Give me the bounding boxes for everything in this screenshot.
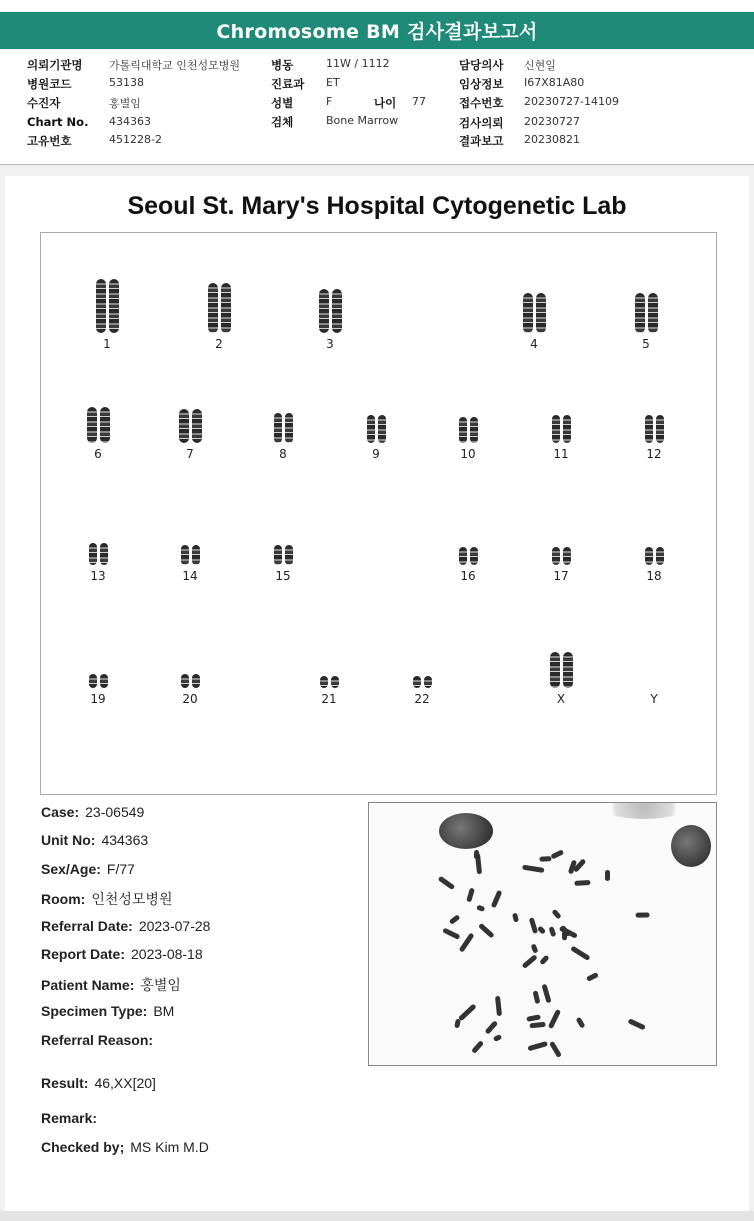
chromosome-image: [531, 393, 591, 443]
metaphase-chromosome: [512, 913, 519, 923]
remark-row: [41, 1110, 103, 1127]
chromosome-pair-9: [346, 393, 406, 461]
chromosome-shape: [192, 674, 200, 688]
metaphase-chromosome: [548, 927, 556, 938]
room-row: [41, 889, 172, 909]
referral-date-row: [41, 918, 210, 935]
header-value: 20230821: [524, 133, 580, 146]
metaphase-chromosome: [529, 918, 538, 934]
unit-row: [41, 832, 148, 849]
header-label: 의뢰기관명: [27, 58, 83, 72]
metaphase-chromosome: [476, 904, 486, 911]
metaphase-chromosome: [575, 880, 591, 886]
header-label: 접수번호: [459, 96, 504, 110]
referral-date-label: Referral Date:: [41, 918, 133, 934]
metaphase-chromosome: [586, 972, 599, 982]
chromosome-shape: [221, 283, 231, 333]
header-label: 병동: [271, 58, 294, 72]
header-label: 검체: [271, 115, 294, 129]
referral-date-value: 2023-07-28: [138, 918, 211, 934]
header-label: 병원코드: [27, 77, 72, 91]
result-value: 46,XX[20]: [94, 1075, 156, 1091]
header-label: 담당의사: [459, 58, 504, 72]
header-label: 나이: [374, 96, 397, 110]
chromosome-pair-1: [77, 283, 137, 351]
room-label: Room:: [41, 891, 86, 907]
chromosome-image: [160, 393, 220, 443]
metaphase-chromosome: [551, 849, 564, 859]
header-value: 451228-2: [109, 133, 162, 146]
chromosome-shape: [285, 413, 293, 443]
chromosome-shape: [552, 547, 560, 565]
header-label: 결과보고: [459, 134, 504, 148]
chromosome-shape: [109, 279, 119, 333]
chromosome-shape: [656, 415, 664, 443]
chromosome-shape: [563, 415, 571, 443]
metaphase-chromosome: [454, 1019, 461, 1029]
chromosome-shape: [181, 674, 189, 688]
chromosome-image: [253, 393, 313, 443]
chromosome-pair-2: [189, 283, 249, 351]
result-label: Result:: [41, 1075, 89, 1091]
chromosome-shape: [274, 413, 282, 443]
chromosome-image: [160, 515, 220, 565]
specimen-row: [41, 1003, 174, 1020]
header-value: 20230727: [524, 115, 580, 128]
chromosome-image: [504, 283, 564, 333]
header-value: 77: [412, 95, 426, 108]
bottom-strip: [0, 1211, 754, 1221]
sexage-value: F/77: [106, 861, 135, 877]
report-date-row: [41, 946, 203, 963]
chromosome-label: 3: [326, 337, 334, 351]
header-value: 신현일: [524, 59, 556, 72]
chromosome-shape: [550, 652, 560, 688]
title-bar: [0, 0, 754, 49]
header-value: 53138: [109, 76, 144, 89]
header-value: ET: [326, 76, 340, 89]
checked-value: MS Kim M.D: [130, 1139, 209, 1155]
header-value: F: [326, 95, 333, 108]
patient-row: [41, 975, 181, 995]
nucleus-image: [671, 825, 711, 867]
header-block: [0, 49, 754, 164]
chromosome-image: [346, 393, 406, 443]
sexage-row: [41, 861, 135, 878]
metaphase-chromosome: [548, 1009, 561, 1029]
chromosome-label: 14: [182, 569, 198, 583]
chromosome-shape: [552, 415, 560, 443]
metaphase-chromosome: [491, 890, 503, 909]
metaphase-image: [368, 802, 717, 1066]
chromosome-label: Y: [650, 692, 658, 706]
chromosome-label: 5: [642, 337, 650, 351]
metaphase-chromosome: [527, 1041, 548, 1051]
chromosome-image: [68, 393, 128, 443]
chromosome-shape: [563, 547, 571, 565]
chromosome-label: 12: [646, 447, 662, 461]
cell-shadow: [599, 802, 689, 819]
header-label: 수진자: [27, 96, 61, 110]
chromosome-pair-13: [68, 515, 128, 583]
chromosome-pair-4: [504, 283, 564, 351]
metaphase-chromosome: [605, 870, 610, 880]
chromosome-shape: [320, 676, 328, 688]
chromosome-shape: [192, 409, 202, 443]
header-value: Bone Marrow: [326, 114, 399, 127]
metaphase-chromosome: [537, 925, 546, 934]
metaphase-chromosome: [531, 944, 539, 954]
chromosome-shape: [459, 547, 467, 565]
chromosome-image: [438, 515, 498, 565]
chromosome-shape: [331, 676, 339, 688]
chromosome-shape: [563, 652, 573, 688]
chromosome-image: [531, 638, 591, 688]
chromosome-shape: [523, 293, 533, 333]
patient-value: 홍별임: [140, 977, 181, 993]
chromosome-label: 1: [103, 337, 111, 351]
chromosome-shape: [100, 543, 108, 565]
header-value: 434363: [109, 115, 151, 128]
chromosome-image: [160, 638, 220, 688]
case-value: 23-06549: [85, 804, 145, 820]
metaphase-chromosome: [635, 912, 649, 917]
chromosome-shape: [181, 545, 189, 565]
chromosome-label: 16: [460, 569, 476, 583]
case-label: Case:: [41, 804, 80, 820]
chromosome-image: [77, 283, 137, 333]
chromosome-label: X: [556, 692, 566, 706]
chromosome-shape: [367, 415, 375, 443]
header-label: 성별: [271, 96, 294, 110]
chromosome-shape: [285, 545, 293, 565]
chromosome-image: [68, 515, 128, 565]
specimen-value: BM: [153, 1003, 175, 1019]
header-value: 11W / 1112: [326, 57, 390, 70]
chromosome-pair-20: [160, 638, 220, 706]
chromosome-pair-15: [253, 515, 313, 583]
unit-label: Unit No:: [41, 832, 96, 848]
metaphase-chromosome: [549, 1041, 562, 1058]
metaphase-chromosome: [438, 876, 456, 890]
chromosome-pair-11: [531, 393, 591, 461]
chromosome-pair-7: [160, 393, 220, 461]
chromosome-label: 11: [553, 447, 569, 461]
chromosome-image: [624, 515, 684, 565]
header-label: Chart No.: [27, 115, 89, 129]
chromosome-pair-16: [438, 515, 498, 583]
header-value: 홍별임: [109, 97, 141, 110]
metaphase-chromosome: [459, 932, 475, 953]
chromosome-pair-3: [300, 283, 360, 351]
chromosome-image: [68, 638, 128, 688]
chromosome-label: 4: [530, 337, 538, 351]
divider: [0, 164, 754, 165]
chromosome-label: 18: [646, 569, 662, 583]
chromosome-label: 2: [215, 337, 223, 351]
chromosome-pair-21: [299, 638, 359, 706]
lab-title: Seoul St. Mary's Hospital Cytogenetic Lab: [127, 192, 627, 220]
chromosome-shape: [319, 289, 329, 333]
chromosome-label: 7: [186, 447, 194, 461]
chromosome-pair-Y: [624, 638, 684, 706]
metaphase-chromosome: [521, 954, 538, 969]
chromosome-image: [624, 393, 684, 443]
metaphase-chromosome: [493, 1034, 502, 1042]
metaphase-chromosome: [449, 914, 461, 925]
nucleus-image: [439, 813, 493, 849]
metaphase-chromosome: [575, 1016, 585, 1028]
chromosome-shape: [332, 289, 342, 333]
metaphase-chromosome: [471, 1040, 484, 1054]
chromosome-image: [531, 515, 591, 565]
metaphase-chromosome: [526, 1014, 541, 1022]
header-value: 20230727-14109: [524, 95, 619, 108]
chromosome-label: 10: [460, 447, 476, 461]
reason-row: [41, 1032, 159, 1049]
chromosome-shape: [536, 293, 546, 333]
metaphase-chromosome: [539, 955, 549, 965]
chromosome-label: 19: [90, 692, 106, 706]
metaphase-chromosome: [466, 887, 475, 902]
metaphase-chromosome: [529, 1022, 546, 1029]
report-date-value: 2023-08-18: [131, 946, 203, 962]
karyotype-panel: [40, 232, 717, 795]
metaphase-chromosome: [627, 1018, 646, 1030]
chromosome-shape: [635, 293, 645, 333]
chromosome-shape: [208, 283, 218, 333]
header-value: I67X81A80: [524, 76, 585, 89]
chromosome-label: 9: [372, 447, 380, 461]
chromosome-pair-X: [531, 638, 591, 706]
checked-label: Checked by;: [41, 1139, 125, 1155]
chromosome-image: [253, 515, 313, 565]
chromosome-image: [616, 283, 676, 333]
chromosome-shape: [645, 547, 653, 565]
remark-label: Remark:: [41, 1110, 98, 1126]
chromosome-shape: [413, 676, 421, 688]
chromosome-label: 13: [90, 569, 106, 583]
metaphase-chromosome: [541, 983, 551, 1003]
header-label: 임상정보: [459, 77, 504, 91]
chromosome-label: 21: [321, 692, 337, 706]
metaphase-chromosome: [478, 923, 494, 938]
chromosome-pair-18: [624, 515, 684, 583]
metaphase-chromosome: [523, 865, 545, 873]
chromosome-label: 8: [279, 447, 287, 461]
chromosome-shape: [192, 545, 200, 565]
unit-value: 434363: [101, 832, 149, 848]
chromosome-label: 22: [414, 692, 430, 706]
metaphase-chromosome: [443, 928, 461, 940]
header-label: 진료과: [271, 77, 305, 91]
chromosome-shape: [378, 415, 386, 443]
chromosome-shape: [89, 543, 97, 565]
metaphase-chromosome: [539, 857, 551, 863]
chromosome-image: [392, 638, 452, 688]
chromosome-shape: [89, 674, 97, 688]
chromosome-shape: [648, 293, 658, 333]
chromosome-shape: [87, 407, 97, 443]
report-date-label: Report Date:: [41, 946, 126, 962]
chromosome-image: [189, 283, 249, 333]
chromosome-shape: [645, 415, 653, 443]
chromosome-label: 15: [275, 569, 291, 583]
chromosome-pair-5: [616, 283, 676, 351]
chromosome-pair-17: [531, 515, 591, 583]
chromosome-shape: [100, 674, 108, 688]
report-title: Chromosome BM 검사결과보고서: [0, 12, 754, 52]
result-row: [41, 1075, 156, 1092]
chromosome-shape: [470, 417, 478, 443]
header-label: 검사의뢰: [459, 116, 504, 130]
chromosome-pair-8: [253, 393, 313, 461]
reason-label: Referral Reason:: [41, 1032, 154, 1048]
metaphase-chromosome: [562, 931, 567, 940]
chromosome-shape: [96, 279, 106, 333]
metaphase-chromosome: [570, 946, 590, 961]
chromosome-pair-19: [68, 638, 128, 706]
metaphase-chromosome: [485, 1020, 498, 1034]
chromosome-image: [300, 283, 360, 333]
metaphase-chromosome: [495, 996, 502, 1016]
chromosome-shape: [274, 545, 282, 565]
chromosome-image: [438, 393, 498, 443]
header-value: 가톨릭대학교 인천성모병원: [109, 59, 241, 72]
chromosome-pair-12: [624, 393, 684, 461]
chromosome-shape: [470, 547, 478, 565]
metaphase-chromosome: [551, 909, 561, 920]
patient-label: Patient Name:: [41, 977, 135, 993]
header-label: 고유번호: [27, 134, 72, 148]
case-row: [41, 804, 144, 821]
sexage-label: Sex/Age:: [41, 861, 101, 877]
chromosome-shape: [656, 547, 664, 565]
chromosome-image: [299, 638, 359, 688]
metaphase-chromosome: [532, 990, 540, 1004]
chromosome-image: [624, 638, 684, 688]
specimen-label: Specimen Type:: [41, 1003, 148, 1019]
chromosome-pair-14: [160, 515, 220, 583]
chromosome-label: 17: [553, 569, 569, 583]
chromosome-label: 20: [182, 692, 198, 706]
chromosome-shape: [424, 676, 432, 688]
chromosome-pair-6: [68, 393, 128, 461]
chromosome-shape: [459, 417, 467, 443]
metaphase-chromosome: [459, 1003, 477, 1021]
chromosome-shape: [179, 409, 189, 443]
chromosome-pair-10: [438, 393, 498, 461]
chromosome-label: 6: [94, 447, 102, 461]
chromosome-shape: [100, 407, 110, 443]
report-body: [5, 176, 749, 1211]
room-value: 인천성모병원: [91, 891, 173, 907]
chromosome-pair-22: [392, 638, 452, 706]
checked-row: [41, 1139, 209, 1156]
